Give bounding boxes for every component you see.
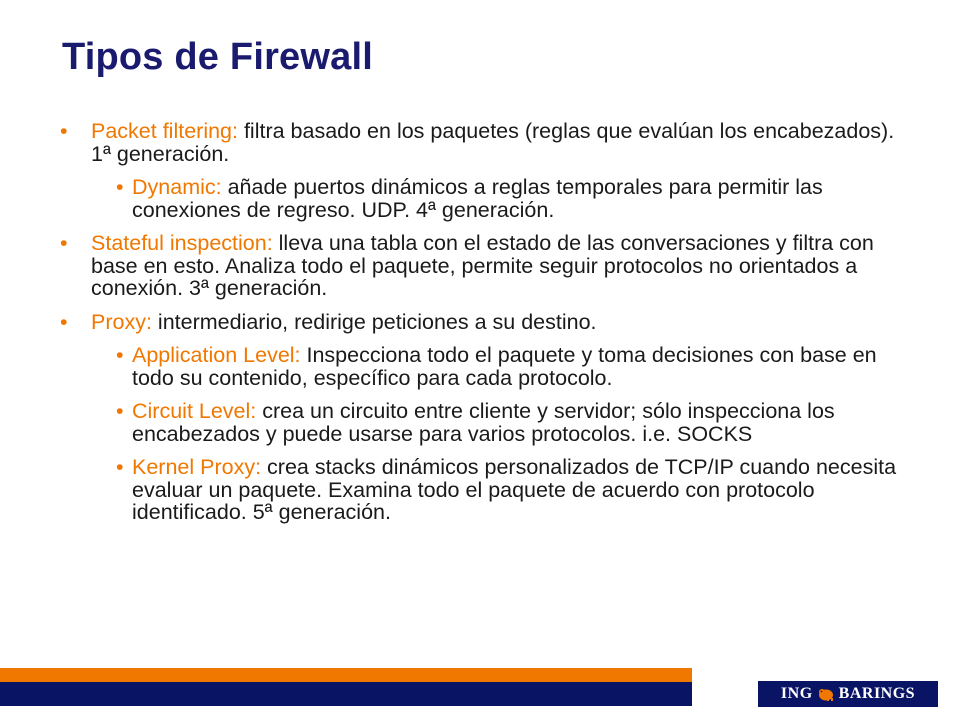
bullet-term: Proxy: (91, 309, 152, 334)
bullet-icon: • (116, 455, 124, 479)
bullet-item-dynamic (60, 176, 920, 221)
logo-wordmark (781, 685, 915, 703)
bullet-term: Circuit Level: (132, 399, 257, 423)
slide-title: Tipos de Firewall (62, 36, 373, 78)
bullet-text: crea stacks dinámicos personalizados de TCP/IP cuando necesita evaluar un paquete. Examina todo el paquete de acuerdo con protocolo identificado. 5ª generación. (132, 455, 897, 524)
bullet-item-proxy (60, 311, 920, 334)
bullet-icon: • (116, 343, 124, 367)
lion-icon (817, 686, 835, 702)
bullet-text: lleva una tabla con el estado de las conversaciones y filtra con base en esto. Analiza todo el paquete, permite seguir protocolos no orientados a conexión. 3ª generación. (91, 231, 874, 300)
bullet-term: Packet filtering: (91, 119, 238, 143)
bullet-item-kernel-proxy (60, 456, 920, 524)
bullet-term: Application Level: (132, 343, 301, 367)
logo-right-text: BARINGS (838, 685, 916, 702)
bullet-item-stateful-inspection (60, 232, 920, 300)
logo-left-text: ING (780, 685, 813, 702)
bullet-text: Inspecciona todo el paquete y toma decisiones con base en todo su contenido, específico para cada protocolo. (132, 343, 877, 390)
bullet-text: crea un circuito entre cliente y servidor; sólo inspecciona los encabezados y puede usarse para varios protocolos. i.e. SOCKS (132, 399, 835, 446)
ing-barings-logo (758, 681, 938, 707)
bullet-icon: • (60, 119, 68, 143)
footer-navy-bar (0, 682, 692, 706)
bullet-term: Kernel Proxy: (132, 455, 262, 479)
footer-orange-bar (0, 668, 692, 682)
bullet-text: intermediario, redirige peticiones a su destino. (151, 309, 597, 334)
bullet-text: añade puertos dinámicos a reglas temporales para permitir las conexiones de regreso. UDP. 4ª generación. (132, 175, 823, 222)
bullet-item-packet-filtering (60, 120, 920, 165)
bullet-term: Dynamic: (132, 175, 222, 199)
bullet-item-application-level (60, 344, 920, 389)
bullet-icon: • (60, 231, 68, 255)
bullet-term: Stateful inspection: (91, 231, 273, 255)
bullet-item-circuit-level (60, 400, 920, 445)
bullet-icon: • (116, 175, 124, 199)
bullet-text: filtra basado en los paquetes (reglas que evalúan los encabezados). 1ª generación. (91, 119, 895, 166)
bullet-list (60, 120, 920, 535)
bullet-icon: • (60, 309, 68, 334)
bullet-icon: • (116, 399, 124, 423)
